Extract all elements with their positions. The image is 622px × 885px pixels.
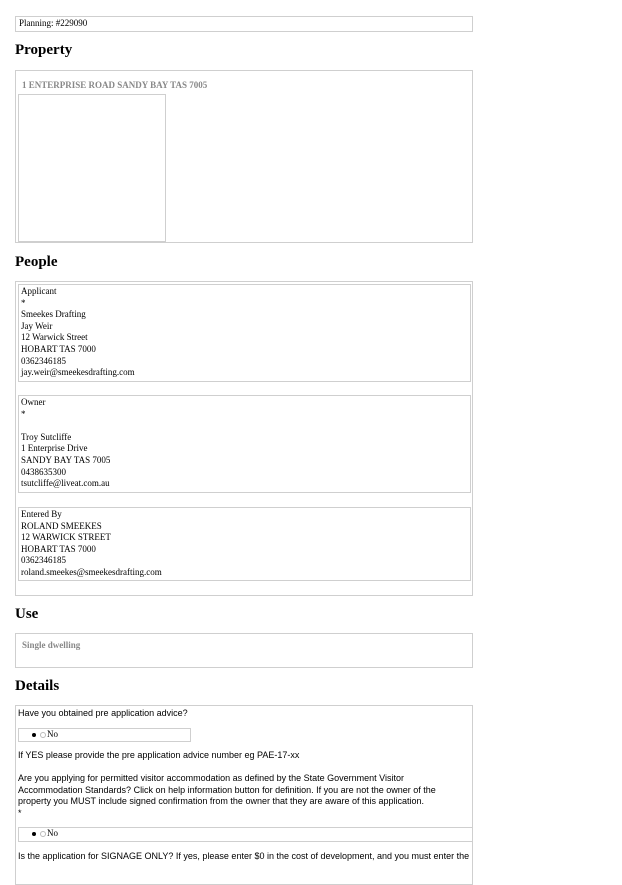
applicant-phone: 0362346185 <box>21 355 66 366</box>
applicant-suburb: HOBART TAS 7000 <box>21 343 96 354</box>
section-heading-property: Property <box>15 42 73 58</box>
details-q1-followup: If YES please provide the pre application advice number eg PAE-17-xx <box>18 750 300 760</box>
owner-label: Owner <box>21 397 46 407</box>
q1-answer-label: No <box>47 729 58 739</box>
q1-radio-no[interactable] <box>40 732 46 738</box>
q2-line-1: Are you applying for permitted visitor accommodation as defined by the State Government Visitor <box>18 773 405 783</box>
applicant-name: Jay Weir <box>21 320 53 331</box>
section-heading-people: People <box>15 254 58 270</box>
owner-required-marker: * <box>21 408 26 419</box>
q2-bullet <box>32 832 36 836</box>
q2-answer-label: No <box>47 828 58 838</box>
entered-by-phone: 0362346185 <box>21 555 66 566</box>
planning-ref: Planning: #229090 <box>19 18 88 28</box>
applicant-street: 12 Warwick Street <box>21 332 88 343</box>
property-map-frame <box>18 94 166 242</box>
entered-by-suburb: HOBART TAS 7000 <box>21 543 96 554</box>
details-q3: Is the application for SIGNAGE ONLY? If yes, please enter $0 in the cost of development, and you must enter the <box>18 851 470 861</box>
owner-spacer <box>21 420 110 432</box>
owner-phone: 0438635300 <box>21 466 66 477</box>
details-q2 <box>18 773 436 819</box>
applicant-label: Applicant <box>21 286 57 296</box>
q2-required-marker: * <box>18 807 22 818</box>
section-heading-details: Details <box>15 678 60 694</box>
entered-by-email: roland.smeekes@smeekesdrafting.com <box>21 566 162 577</box>
q2-line-2: Accommodation Standards? Click on help information button for definition. If you are not the owner of the <box>18 784 436 795</box>
q2-answer-field <box>18 827 473 842</box>
use-value: Single dwelling <box>22 640 81 650</box>
applicant-company: Smeekes Drafting <box>21 309 86 320</box>
property-address: 1 ENTERPRISE ROAD SANDY BAY TAS 7005 <box>22 80 208 90</box>
owner-details <box>21 397 110 490</box>
applicant-email: jay.weir@smeekesdrafting.com <box>21 367 135 378</box>
owner-name: Troy Sutcliffe <box>21 431 72 442</box>
applicant-required-marker: * <box>21 297 26 308</box>
details-q1: Have you obtained pre application advice? <box>18 708 188 718</box>
owner-suburb: SANDY BAY TAS 7005 <box>21 454 111 465</box>
q2-radio-no[interactable] <box>40 831 46 837</box>
q1-bullet <box>32 733 36 737</box>
entered-by-street: 12 WARWICK STREET <box>21 532 111 543</box>
section-heading-use: Use <box>15 606 39 622</box>
entered-by-label: Entered By <box>21 509 62 519</box>
owner-email: tsutcliffe@liveat.com.au <box>21 478 110 489</box>
q2-line-3: property you MUST include signed confirmation from the owner that they are aware of this application. <box>18 796 425 807</box>
use-box <box>15 633 473 668</box>
entered-by-details <box>21 509 162 579</box>
applicant-details <box>21 286 135 379</box>
owner-street: 1 Enterprise Drive <box>21 443 88 454</box>
entered-by-name: ROLAND SMEEKES <box>21 520 102 531</box>
